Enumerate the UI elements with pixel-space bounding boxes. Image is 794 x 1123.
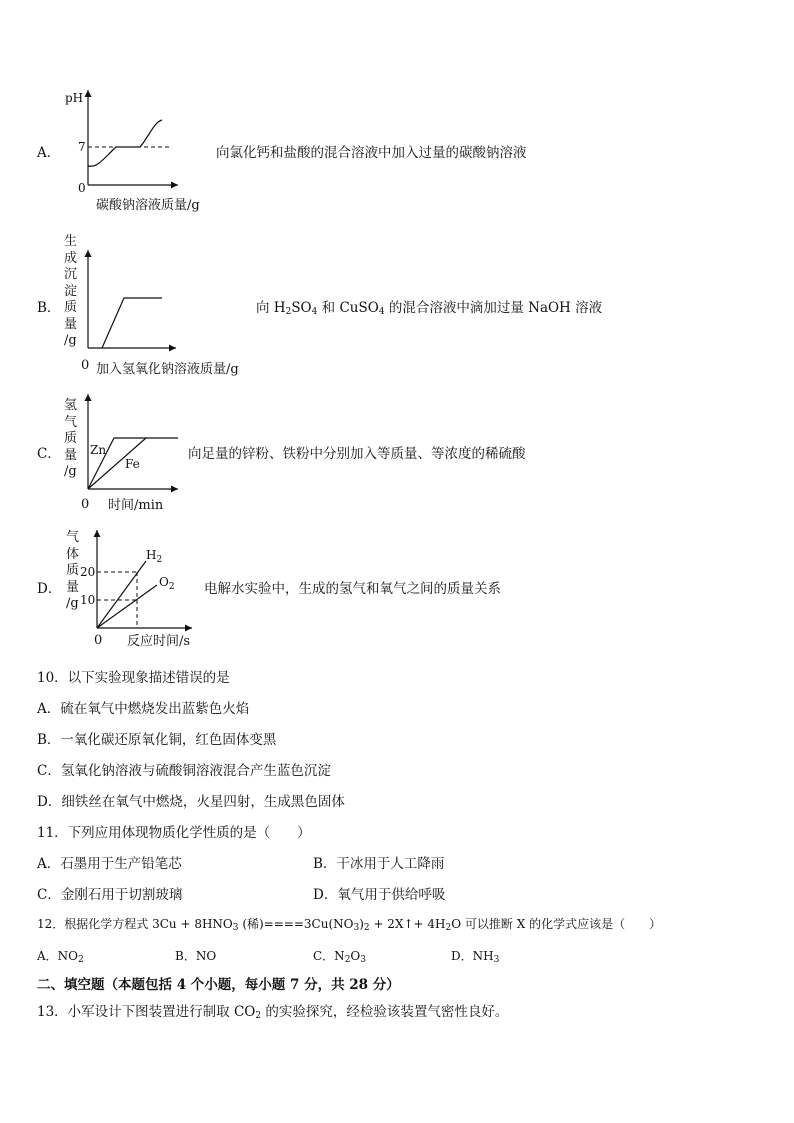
- h2-series-label: [146, 548, 162, 565]
- q10-option-d: D．细铁丝在氧气中燃烧，火星四射，生成黑色固体: [37, 794, 345, 810]
- y-axis-char: 量: [66, 579, 80, 595]
- opt-subscript: 2: [344, 955, 351, 965]
- o2-series-label: [159, 575, 175, 592]
- y-axis-label: pH: [65, 91, 84, 105]
- q11-option-b: B．干冰用于人工降雨: [313, 856, 445, 872]
- option-a-letter: A．: [37, 145, 61, 161]
- option-d-graph: [80, 528, 200, 634]
- q12-option-d: [451, 947, 499, 964]
- ph7-tick-label: 7: [78, 140, 86, 154]
- y-axis-char: 生: [64, 234, 78, 249]
- y-axis-char: 气: [64, 414, 78, 430]
- tick-10-label: 10: [80, 593, 96, 607]
- q11-option-d: D．氧气用于供给呼吸: [313, 887, 446, 903]
- y-axis-char: 氢: [64, 398, 78, 413]
- desc-text: 向 H: [256, 300, 286, 316]
- stem-subscript: 3: [353, 923, 360, 933]
- tick-20-label: 20: [80, 565, 96, 579]
- q12-option-c: [313, 947, 366, 964]
- desc-subscript: 4: [311, 307, 318, 317]
- stem-subscript: 2: [363, 923, 370, 933]
- q10-stem: 10．以下实验现象描述错误的是: [37, 670, 230, 686]
- option-a-graph: [60, 88, 210, 210]
- option-b-origin-label: 0: [81, 358, 90, 373]
- option-b-y-axis-label: [64, 234, 80, 350]
- q11-option-a: A．石墨用于生产铅笔芯: [37, 856, 182, 872]
- desc-subscript: 2: [285, 307, 292, 317]
- option-d-letter: D．: [37, 581, 62, 597]
- desc-text: SO: [291, 300, 312, 316]
- stem-text: ): [359, 917, 364, 931]
- y-axis-char: 气: [66, 530, 80, 545]
- option-c-origin-label: 0: [81, 497, 90, 512]
- desc-text: 和 CuSO: [317, 300, 379, 316]
- option-c-description: 向足量的锌粉、铁粉中分别加入等质量、等浓度的稀硫酸: [188, 446, 526, 462]
- option-c-graph: [80, 392, 190, 496]
- q10-option-b: B．一氧化碳还原氧化铜，红色固体变黑: [37, 732, 277, 748]
- stem-text: 12．根据化学方程式 3Cu + 8HNO: [37, 917, 233, 931]
- y-axis-char: 量: [64, 316, 78, 332]
- h2-line: [97, 561, 146, 628]
- y-axis-char: /g: [66, 596, 79, 611]
- q12-stem: [37, 915, 661, 932]
- stem-text: + 2X↑+ 4H: [369, 917, 446, 931]
- h2-subscript: 2: [156, 555, 163, 565]
- option-d-origin-label: 0: [94, 633, 103, 648]
- q10-option-c: C．氢氧化钠溶液与硫酸铜溶液混合产生蓝色沉淀: [37, 763, 331, 779]
- o2-line: [97, 585, 157, 628]
- desc-subscript: 4: [378, 307, 385, 317]
- opt-subscript: 3: [493, 955, 500, 965]
- opt-text: O: [350, 949, 361, 963]
- y-axis-char: /g: [64, 333, 77, 348]
- q10-option-a: A．硫在氧气中燃烧发出蓝紫色火焰: [37, 701, 250, 717]
- stem-text: 13．小军设计下图装置进行制取 CO: [37, 1004, 256, 1020]
- option-a-x-axis-label: 碳酸钠溶液质量/g: [96, 198, 200, 213]
- option-c-letter: C．: [37, 446, 61, 462]
- option-c-y-axis-label: [64, 398, 80, 481]
- stem-subscript: 2: [445, 923, 452, 933]
- zn-series-label: Zn: [90, 443, 107, 457]
- q13-stem: [37, 1000, 508, 1020]
- y-axis-char: 质: [64, 431, 78, 446]
- option-d-description: 电解水实验中，生成的氢气和氧气之间的质量关系: [204, 581, 501, 597]
- opt-subscript: 2: [78, 955, 84, 965]
- stem-subscript: 3: [232, 923, 239, 933]
- option-c-x-axis-label: 时间/min: [108, 498, 164, 513]
- y-axis-char: 质: [66, 563, 80, 578]
- precipitate-curve: [102, 298, 162, 348]
- y-axis-char: /g: [64, 464, 77, 479]
- origin-label: 0: [78, 181, 86, 195]
- y-axis-char: 沉: [64, 267, 78, 282]
- opt-text: C．N: [313, 949, 345, 963]
- q12-option-b: B．NO: [175, 949, 217, 963]
- option-b-letter: B．: [37, 300, 61, 316]
- option-b-x-axis-label: 加入氢氧化钠溶液质量/g: [96, 362, 239, 377]
- y-axis-char: 体: [66, 546, 80, 562]
- o2-base: O: [159, 575, 169, 589]
- stem-text: 的实验探究，经检验该装置气密性良好。: [261, 1004, 509, 1020]
- option-b-graph: [80, 248, 190, 352]
- q11-stem: 11．下列应用体现物质化学性质的是（ ）: [37, 825, 311, 841]
- y-axis-char: 量: [64, 447, 78, 463]
- y-axis-char: 成: [64, 250, 78, 266]
- desc-text: 的混合溶液中滴加过量 NaOH 溶液: [384, 300, 603, 316]
- option-b-description: [256, 296, 602, 316]
- y-axis-char: 淀: [64, 283, 78, 299]
- stem-subscript: 2: [255, 1011, 262, 1021]
- ph-curve: [88, 120, 162, 166]
- option-a-description: 向氯化钙和盐酸的混合溶液中加入过量的碳酸钠溶液: [216, 145, 527, 161]
- y-axis-char: 质: [64, 300, 78, 315]
- opt-subscript: 3: [360, 955, 366, 965]
- opt-text: A．NO: [37, 949, 79, 963]
- o2-subscript: 2: [168, 582, 175, 592]
- q11-option-c: C．金刚石用于切割玻璃: [37, 887, 183, 903]
- option-d-x-axis-label: 反应时间/s: [127, 634, 191, 649]
- fe-series-label: Fe: [125, 457, 140, 471]
- h2-base: H: [146, 548, 157, 562]
- section-heading: 二、填空题（本题包括 4 个小题，每小题 7 分，共 28 分）: [37, 977, 400, 993]
- stem-text: (稀)====3Cu(NO: [238, 917, 354, 931]
- stem-text: O 可以推断 X 的化学式应该是（ ）: [451, 917, 662, 931]
- opt-text: D．NH: [451, 949, 494, 963]
- q12-option-a: [37, 947, 84, 964]
